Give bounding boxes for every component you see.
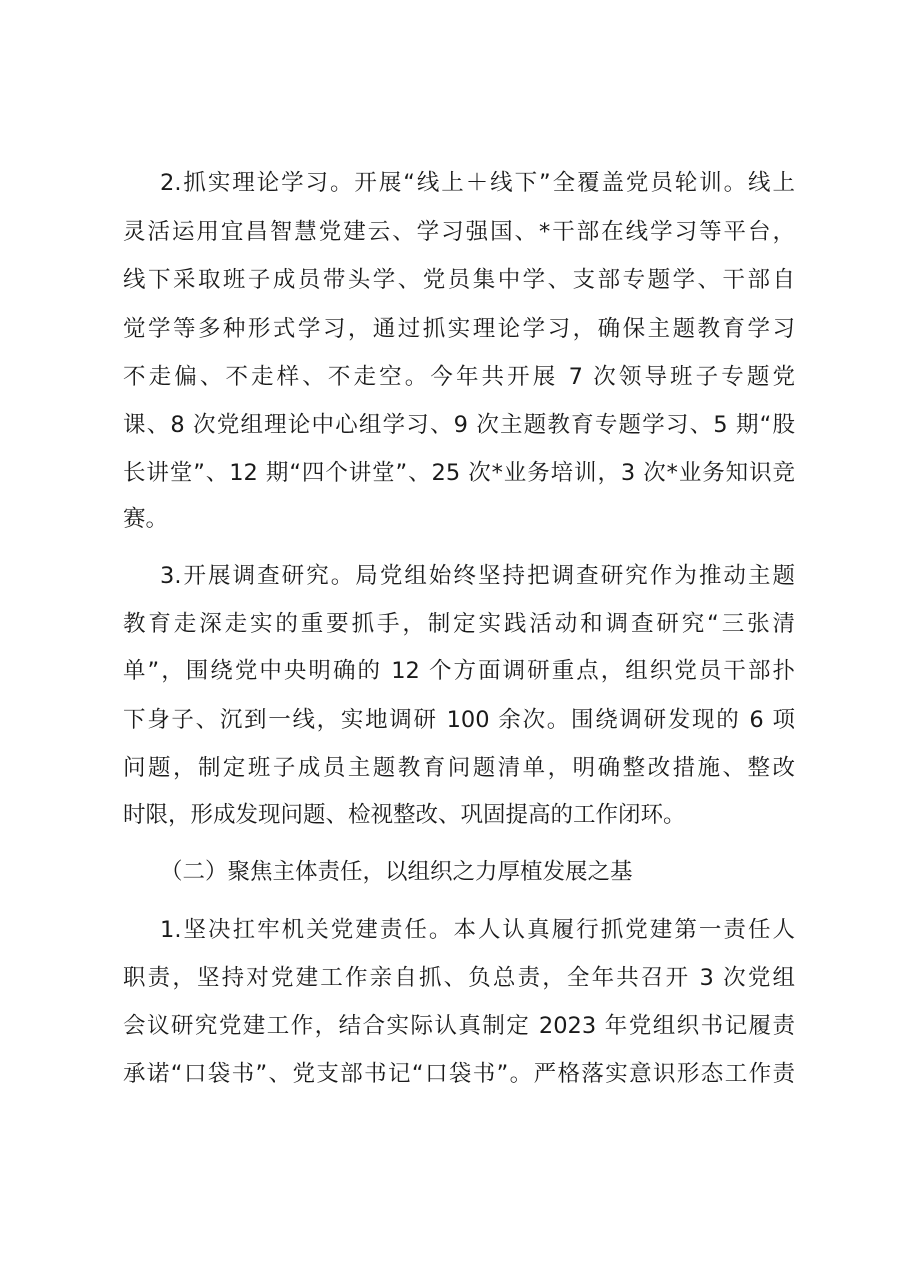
paragraph-1-line-1: 2.抓实理论学习。开展“线上＋线下”全覆盖党员轮训。线上 [160,170,795,196]
paragraph-3-line-4: 承诺“口袋书”、党支部书记“口袋书”。严格落实意识形态工作责 [123,1061,795,1087]
paragraph-3-line-2: 职责，坚持对党建工作亲自抓、负总责，全年共召开 3 次党组 [123,965,795,991]
paragraph-2-line-1: 3.开展调查研究。局党组始终坚持把调查研究作为推动主题 [160,563,795,589]
section-heading: （二）聚焦主体责任，以组织之力厚植发展之基 [160,859,633,885]
paragraph-2-line-3: 单”，围绕党中央明确的 12 个方面调研重点，组织党员干部扑 [123,658,795,684]
paragraph-1-line-8: 赛。 [123,506,169,532]
paragraph-3-line-1: 1.坚决扛牢机关党建责任。本人认真履行抓党建第一责任人 [160,917,795,943]
paragraph-2-line-5: 问题，制定班子成员主题教育问题清单，明确整改措施、整改 [123,755,795,781]
paragraph-2-line-2: 教育走深走实的重要抓手，制定实践活动和调查研究“三张清 [123,611,795,637]
paragraph-3-line-3: 会议研究党建工作，结合实际认真制定 2023 年党组织书记履责 [123,1013,795,1039]
paragraph-2-line-4: 下身子、沉到一线，实地调研 100 余次。围绕调研发现的 6 项 [123,707,795,733]
paragraph-1-line-4: 觉学等多种形式学习，通过抓实理论学习，确保主题教育学习 [123,316,795,342]
paragraph-1-line-6: 课、8 次党组理论中心组学习、9 次主题教育专题学习、5 期“股 [123,412,795,438]
paragraph-1-line-5: 不走偏、不走样、不走空。今年共开展 7 次领导班子专题党 [123,364,795,390]
paragraph-1-line-7: 长讲堂”、12 期“四个讲堂”、25 次*业务培训，3 次*业务知识竞 [123,460,795,486]
paragraph-1-line-2: 灵活运用宜昌智慧党建云、学习强国、*干部在线学习等平台， [123,219,795,245]
paragraph-1-line-3: 线下采取班子成员带头学、党员集中学、支部专题学、干部自 [123,267,795,293]
paragraph-2-line-6: 时限，形成发现问题、检视整改、巩固提高的工作闭环。 [123,802,686,828]
